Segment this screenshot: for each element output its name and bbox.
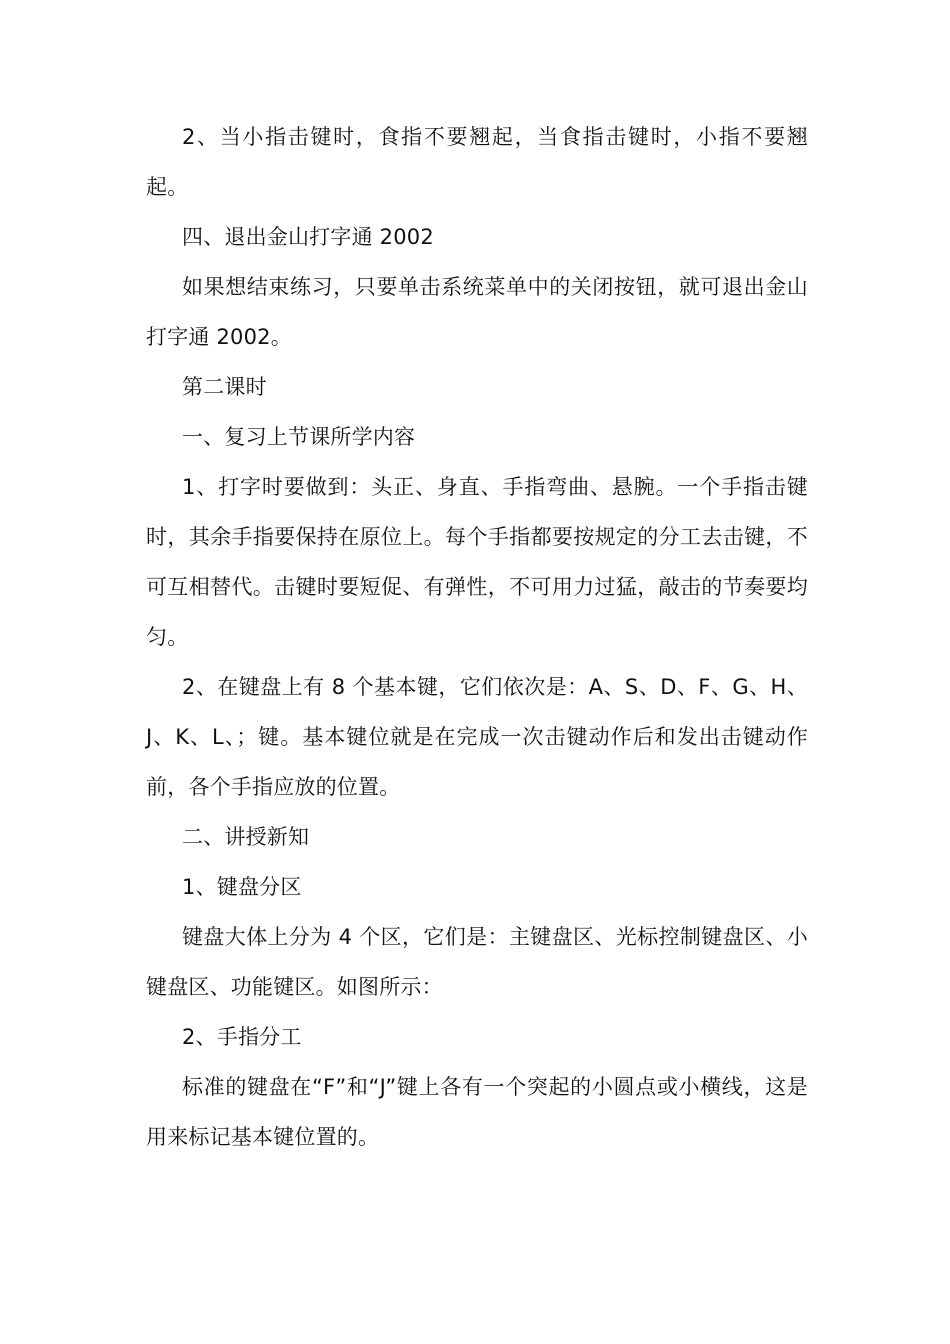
document-body [146,112,808,1162]
paragraph: 1、打字时要做到：头正、身直、手指弯曲、悬腕。一个手指击键时，其余手指要保持在原位上。每个手指都要按规定的分工去击键，不可互相替代。击键时要短促、有弹性，不可用力过猛，敲击的节奏要均匀。 [146,475,808,649]
paragraph: 2、在键盘上有 8 个基本键，它们依次是：A、S、D、F、G、H、J、K、L、；键。基本键位就是在完成一次击键动作后和发出击键动作前，各个手指应放的位置。 [146,675,808,799]
paragraph: 键盘大体上分为 4 个区，它们是：主键盘区、光标控制键盘区、小键盘区、功能键区。如图所示： [146,925,808,999]
paragraph: 如果想结束练习，只要单击系统菜单中的关闭按钮，就可退出金山打字通 2002。 [146,275,808,349]
subsection-heading: 2、手指分工 [182,1025,302,1049]
section-heading: 四、退出金山打字通 2002 [182,225,434,249]
lesson-heading: 第二课时 [182,375,267,399]
section-heading: 二、讲授新知 [182,825,310,849]
paragraph: 2、当小指击键时，食指不要翘起，当食指击键时，小指不要翘起。 [146,125,808,199]
section-heading: 一、复习上节课所学内容 [182,425,416,449]
paragraph: 标准的键盘在“F”和“J”键上各有一个突起的小圆点或小横线，这是用来标记基本键位置的。 [146,1075,808,1149]
subsection-heading: 1、键盘分区 [182,875,302,899]
